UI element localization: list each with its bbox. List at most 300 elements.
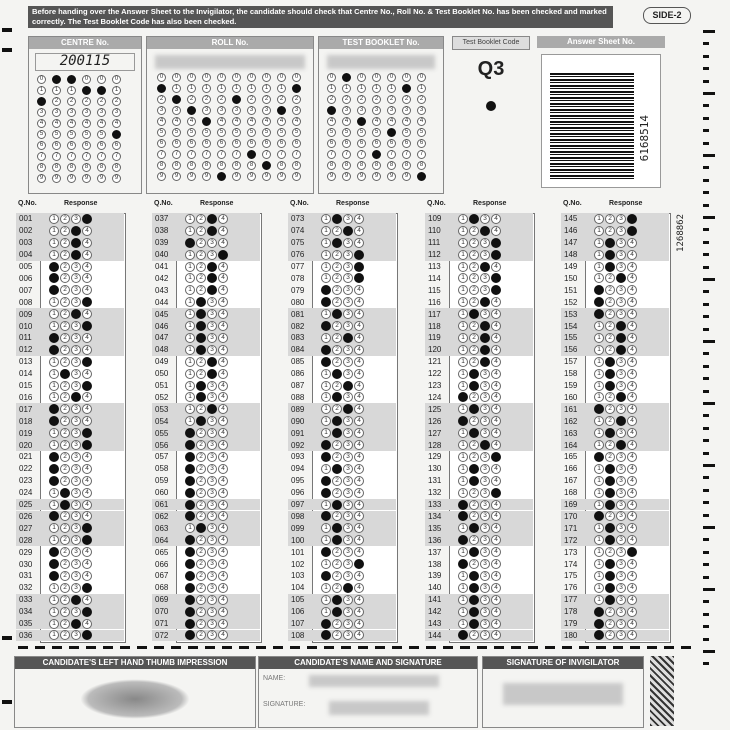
- option-bubble[interactable]: 1: [185, 571, 195, 581]
- option-bubble[interactable]: 1: [185, 619, 195, 629]
- option-bubble[interactable]: 1: [49, 571, 59, 581]
- option-bubble[interactable]: 1: [49, 630, 59, 640]
- option-bubble[interactable]: 2: [60, 345, 70, 355]
- option-bubble[interactable]: 4: [354, 428, 364, 438]
- option-bubble[interactable]: 2: [196, 595, 206, 605]
- option-bubble[interactable]: 3: [71, 250, 81, 260]
- option-bubble[interactable]: 3: [616, 464, 626, 474]
- option-bubble[interactable]: 1: [185, 381, 195, 391]
- option-bubble[interactable]: 4: [354, 297, 364, 307]
- option-bubble[interactable]: 1: [185, 238, 195, 248]
- option-bubble[interactable]: 3: [616, 297, 626, 307]
- option-bubble[interactable]: 2: [196, 559, 206, 569]
- option-bubble[interactable]: 3: [71, 595, 81, 605]
- option-bubble[interactable]: 4: [354, 404, 364, 414]
- option-bubble[interactable]: 1: [49, 428, 59, 438]
- option-bubble[interactable]: 2: [196, 273, 206, 283]
- option-bubble[interactable]: 4: [82, 250, 92, 260]
- option-bubble[interactable]: 2: [60, 262, 70, 272]
- option-bubble[interactable]: 3: [207, 369, 217, 379]
- option-bubble[interactable]: 4: [491, 559, 501, 569]
- option-bubble[interactable]: 2: [60, 250, 70, 260]
- option-bubble[interactable]: 1: [321, 547, 331, 557]
- option-bubble[interactable]: 4: [354, 321, 364, 331]
- option-bubble[interactable]: 2: [469, 488, 479, 498]
- option-bubble[interactable]: 2: [60, 488, 70, 498]
- option-bubble[interactable]: 2: [196, 369, 206, 379]
- option-bubble[interactable]: 2: [196, 547, 206, 557]
- option-bubble[interactable]: 3: [343, 571, 353, 581]
- option-bubble[interactable]: 1: [185, 357, 195, 367]
- option-bubble[interactable]: 4: [82, 500, 92, 510]
- option-bubble[interactable]: 2: [60, 440, 70, 450]
- option-bubble[interactable]: 2: [605, 511, 615, 521]
- option-bubble[interactable]: 3: [480, 607, 490, 617]
- option-bubble[interactable]: 2: [60, 416, 70, 426]
- option-bubble[interactable]: 1: [49, 500, 59, 510]
- option-bubble[interactable]: 4: [491, 238, 501, 248]
- option-bubble[interactable]: 2: [196, 262, 206, 272]
- option-bubble[interactable]: 3: [71, 333, 81, 343]
- option-bubble[interactable]: 2: [60, 309, 70, 319]
- option-bubble[interactable]: 2: [469, 369, 479, 379]
- option-bubble[interactable]: 2: [469, 285, 479, 295]
- option-bubble[interactable]: 3: [207, 535, 217, 545]
- option-bubble[interactable]: 1: [594, 559, 604, 569]
- option-bubble[interactable]: 4: [627, 571, 637, 581]
- option-bubble[interactable]: 3: [616, 345, 626, 355]
- option-bubble[interactable]: 4: [627, 345, 637, 355]
- option-bubble[interactable]: 4: [491, 214, 501, 224]
- option-bubble[interactable]: 3: [480, 285, 490, 295]
- option-bubble[interactable]: 1: [321, 535, 331, 545]
- option-bubble[interactable]: 4: [627, 440, 637, 450]
- option-bubble[interactable]: 2: [605, 357, 615, 367]
- option-bubble[interactable]: 1: [594, 262, 604, 272]
- option-bubble[interactable]: 1: [185, 297, 195, 307]
- option-bubble[interactable]: 2: [332, 238, 342, 248]
- option-bubble[interactable]: 4: [354, 488, 364, 498]
- option-bubble[interactable]: 4: [82, 619, 92, 629]
- option-bubble[interactable]: 2: [605, 226, 615, 236]
- option-bubble[interactable]: 2: [605, 214, 615, 224]
- option-bubble[interactable]: 4: [354, 559, 364, 569]
- option-bubble[interactable]: 4: [82, 511, 92, 521]
- option-bubble[interactable]: 4: [354, 369, 364, 379]
- option-bubble[interactable]: 1: [458, 262, 468, 272]
- option-bubble[interactable]: 3: [616, 214, 626, 224]
- option-bubble[interactable]: 4: [354, 511, 364, 521]
- option-bubble[interactable]: 4: [627, 452, 637, 462]
- option-bubble[interactable]: 4: [627, 214, 637, 224]
- option-bubble[interactable]: 2: [196, 333, 206, 343]
- option-bubble[interactable]: 4: [491, 607, 501, 617]
- option-bubble[interactable]: 1: [185, 630, 195, 640]
- option-bubble[interactable]: 1: [594, 250, 604, 260]
- option-bubble[interactable]: 2: [605, 392, 615, 402]
- option-bubble[interactable]: 1: [594, 476, 604, 486]
- option-bubble[interactable]: 1: [594, 583, 604, 593]
- option-bubble[interactable]: 4: [82, 559, 92, 569]
- option-bubble[interactable]: 3: [71, 226, 81, 236]
- option-bubble[interactable]: 1: [185, 500, 195, 510]
- option-bubble[interactable]: 4: [627, 547, 637, 557]
- option-bubble[interactable]: 1: [185, 476, 195, 486]
- option-bubble[interactable]: 4: [354, 333, 364, 343]
- option-bubble[interactable]: 1: [185, 309, 195, 319]
- option-bubble[interactable]: 4: [491, 381, 501, 391]
- option-bubble[interactable]: 4: [354, 571, 364, 581]
- option-bubble[interactable]: 1: [321, 440, 331, 450]
- option-bubble[interactable]: 2: [332, 619, 342, 629]
- option-bubble[interactable]: 1: [594, 238, 604, 248]
- option-bubble[interactable]: 3: [480, 404, 490, 414]
- option-bubble[interactable]: 4: [82, 595, 92, 605]
- option-bubble[interactable]: 2: [60, 607, 70, 617]
- option-bubble[interactable]: 2: [60, 523, 70, 533]
- option-bubble[interactable]: 1: [458, 488, 468, 498]
- option-bubble[interactable]: 4: [218, 535, 228, 545]
- option-bubble[interactable]: 2: [469, 309, 479, 319]
- option-bubble[interactable]: 2: [60, 583, 70, 593]
- option-bubble[interactable]: 3: [207, 238, 217, 248]
- option-bubble[interactable]: 4: [218, 500, 228, 510]
- option-bubble[interactable]: 1: [49, 285, 59, 295]
- option-bubble[interactable]: 1: [458, 392, 468, 402]
- option-bubble[interactable]: 3: [616, 273, 626, 283]
- option-bubble[interactable]: 3: [480, 535, 490, 545]
- option-bubble[interactable]: 2: [60, 333, 70, 343]
- option-bubble[interactable]: 2: [469, 452, 479, 462]
- option-bubble[interactable]: 4: [491, 428, 501, 438]
- option-bubble[interactable]: 1: [321, 333, 331, 343]
- option-bubble[interactable]: 4: [354, 619, 364, 629]
- option-bubble[interactable]: 3: [207, 392, 217, 402]
- option-bubble[interactable]: 1: [594, 464, 604, 474]
- option-bubble[interactable]: 4: [218, 321, 228, 331]
- option-bubble[interactable]: 3: [71, 428, 81, 438]
- option-bubble[interactable]: 4: [491, 285, 501, 295]
- option-bubble[interactable]: 3: [343, 321, 353, 331]
- option-bubble[interactable]: 1: [458, 250, 468, 260]
- option-bubble[interactable]: 3: [480, 476, 490, 486]
- option-bubble[interactable]: 3: [71, 571, 81, 581]
- option-bubble[interactable]: 2: [196, 440, 206, 450]
- option-bubble[interactable]: 4: [354, 523, 364, 533]
- option-bubble[interactable]: 2: [605, 476, 615, 486]
- option-bubble[interactable]: 4: [627, 297, 637, 307]
- option-bubble[interactable]: 4: [491, 404, 501, 414]
- option-bubble[interactable]: 4: [627, 583, 637, 593]
- option-bubble[interactable]: 2: [196, 345, 206, 355]
- option-bubble[interactable]: 4: [354, 452, 364, 462]
- option-bubble[interactable]: 4: [627, 321, 637, 331]
- option-bubble[interactable]: 1: [321, 369, 331, 379]
- option-bubble[interactable]: 3: [480, 428, 490, 438]
- option-bubble[interactable]: 4: [218, 476, 228, 486]
- option-bubble[interactable]: 2: [332, 523, 342, 533]
- option-bubble[interactable]: 4: [627, 559, 637, 569]
- option-bubble[interactable]: 1: [594, 607, 604, 617]
- option-bubble[interactable]: 4: [491, 595, 501, 605]
- option-bubble[interactable]: 2: [469, 464, 479, 474]
- option-bubble[interactable]: 4: [627, 607, 637, 617]
- option-bubble[interactable]: 4: [627, 619, 637, 629]
- option-bubble[interactable]: 1: [321, 238, 331, 248]
- option-bubble[interactable]: 3: [207, 452, 217, 462]
- option-bubble[interactable]: 4: [354, 250, 364, 260]
- option-bubble[interactable]: 3: [480, 345, 490, 355]
- option-bubble[interactable]: 3: [343, 262, 353, 272]
- option-bubble[interactable]: 2: [60, 226, 70, 236]
- option-bubble[interactable]: 2: [60, 381, 70, 391]
- option-bubble[interactable]: 2: [469, 250, 479, 260]
- option-bubble[interactable]: 3: [343, 511, 353, 521]
- option-bubble[interactable]: 4: [627, 511, 637, 521]
- option-bubble[interactable]: 1: [185, 452, 195, 462]
- option-bubble[interactable]: 1: [49, 345, 59, 355]
- option-bubble[interactable]: 1: [49, 273, 59, 283]
- option-bubble[interactable]: 1: [49, 357, 59, 367]
- option-bubble[interactable]: 2: [196, 238, 206, 248]
- option-bubble[interactable]: 1: [594, 428, 604, 438]
- option-bubble[interactable]: 3: [343, 500, 353, 510]
- option-bubble[interactable]: 4: [491, 440, 501, 450]
- option-bubble[interactable]: 4: [82, 416, 92, 426]
- option-bubble[interactable]: 4: [82, 440, 92, 450]
- option-bubble[interactable]: 1: [185, 488, 195, 498]
- option-bubble[interactable]: 2: [332, 464, 342, 474]
- option-bubble[interactable]: 4: [218, 464, 228, 474]
- option-bubble[interactable]: 4: [627, 595, 637, 605]
- option-bubble[interactable]: 1: [321, 214, 331, 224]
- option-bubble[interactable]: 2: [332, 440, 342, 450]
- option-bubble[interactable]: 1: [458, 357, 468, 367]
- option-bubble[interactable]: 3: [71, 262, 81, 272]
- option-bubble[interactable]: 2: [469, 500, 479, 510]
- option-bubble[interactable]: 4: [82, 583, 92, 593]
- option-bubble[interactable]: 4: [354, 262, 364, 272]
- option-bubble[interactable]: 4: [354, 607, 364, 617]
- option-bubble[interactable]: 3: [616, 416, 626, 426]
- option-bubble[interactable]: 1: [49, 523, 59, 533]
- option-bubble[interactable]: 3: [207, 357, 217, 367]
- option-bubble[interactable]: 2: [469, 273, 479, 283]
- option-bubble[interactable]: 4: [218, 238, 228, 248]
- option-bubble[interactable]: 3: [343, 476, 353, 486]
- option-bubble[interactable]: 1: [185, 345, 195, 355]
- option-bubble[interactable]: 4: [491, 630, 501, 640]
- option-bubble[interactable]: 1: [185, 285, 195, 295]
- option-bubble[interactable]: 4: [627, 226, 637, 236]
- option-bubble[interactable]: 4: [627, 381, 637, 391]
- option-bubble[interactable]: 2: [332, 369, 342, 379]
- option-bubble[interactable]: 1: [458, 381, 468, 391]
- option-bubble[interactable]: 3: [71, 285, 81, 295]
- option-bubble[interactable]: 4: [491, 321, 501, 331]
- option-bubble[interactable]: 2: [605, 535, 615, 545]
- option-bubble[interactable]: 1: [594, 523, 604, 533]
- option-bubble[interactable]: 3: [616, 571, 626, 581]
- option-bubble[interactable]: 4: [491, 273, 501, 283]
- option-bubble[interactable]: 2: [605, 500, 615, 510]
- option-bubble[interactable]: 2: [605, 583, 615, 593]
- option-bubble[interactable]: 1: [185, 369, 195, 379]
- option-bubble[interactable]: 3: [343, 547, 353, 557]
- option-bubble[interactable]: 4: [218, 511, 228, 521]
- option-bubble[interactable]: 2: [196, 619, 206, 629]
- option-bubble[interactable]: 1: [458, 511, 468, 521]
- option-bubble[interactable]: 3: [343, 285, 353, 295]
- option-bubble[interactable]: 3: [480, 523, 490, 533]
- option-bubble[interactable]: 4: [82, 476, 92, 486]
- option-bubble[interactable]: 1: [594, 452, 604, 462]
- option-bubble[interactable]: 4: [627, 416, 637, 426]
- option-bubble[interactable]: 3: [480, 511, 490, 521]
- option-bubble[interactable]: 1: [49, 547, 59, 557]
- option-bubble[interactable]: 2: [196, 392, 206, 402]
- option-bubble[interactable]: 3: [207, 630, 217, 640]
- option-bubble[interactable]: 3: [343, 273, 353, 283]
- option-bubble[interactable]: 3: [480, 464, 490, 474]
- option-bubble[interactable]: 1: [321, 630, 331, 640]
- option-bubble[interactable]: 2: [605, 464, 615, 474]
- option-bubble[interactable]: 3: [480, 619, 490, 629]
- option-bubble[interactable]: 1: [185, 607, 195, 617]
- option-bubble[interactable]: 3: [616, 321, 626, 331]
- option-bubble[interactable]: 1: [321, 511, 331, 521]
- option-bubble[interactable]: 4: [354, 285, 364, 295]
- option-bubble[interactable]: 1: [185, 428, 195, 438]
- option-bubble[interactable]: 2: [605, 404, 615, 414]
- option-bubble[interactable]: 4: [82, 464, 92, 474]
- option-bubble[interactable]: 1: [458, 238, 468, 248]
- option-bubble[interactable]: 3: [343, 392, 353, 402]
- option-bubble[interactable]: 3: [71, 440, 81, 450]
- option-bubble[interactable]: 4: [491, 226, 501, 236]
- option-bubble[interactable]: 1: [321, 345, 331, 355]
- option-bubble[interactable]: 2: [60, 214, 70, 224]
- option-bubble[interactable]: 3: [71, 369, 81, 379]
- option-bubble[interactable]: 1: [458, 559, 468, 569]
- option-bubble[interactable]: 1: [321, 619, 331, 629]
- option-bubble[interactable]: 4: [82, 345, 92, 355]
- option-bubble[interactable]: 1: [185, 392, 195, 402]
- option-bubble[interactable]: 1: [185, 226, 195, 236]
- option-bubble[interactable]: 4: [491, 250, 501, 260]
- option-bubble[interactable]: 2: [196, 571, 206, 581]
- option-bubble[interactable]: 1: [594, 214, 604, 224]
- option-bubble[interactable]: 1: [49, 309, 59, 319]
- option-bubble[interactable]: 1: [49, 392, 59, 402]
- option-bubble[interactable]: 3: [480, 559, 490, 569]
- option-bubble[interactable]: 2: [332, 595, 342, 605]
- option-bubble[interactable]: 3: [71, 464, 81, 474]
- option-bubble[interactable]: 2: [332, 404, 342, 414]
- option-bubble[interactable]: 1: [594, 488, 604, 498]
- option-bubble[interactable]: 3: [71, 523, 81, 533]
- option-bubble[interactable]: 3: [71, 238, 81, 248]
- option-bubble[interactable]: 4: [354, 583, 364, 593]
- option-bubble[interactable]: 2: [332, 416, 342, 426]
- option-bubble[interactable]: 1: [185, 511, 195, 521]
- option-bubble[interactable]: 3: [480, 630, 490, 640]
- option-bubble[interactable]: 2: [605, 297, 615, 307]
- option-bubble[interactable]: 1: [49, 595, 59, 605]
- option-bubble[interactable]: 1: [594, 535, 604, 545]
- option-bubble[interactable]: 3: [616, 476, 626, 486]
- option-bubble[interactable]: 4: [627, 285, 637, 295]
- option-bubble[interactable]: 2: [605, 630, 615, 640]
- option-bubble[interactable]: 2: [332, 285, 342, 295]
- option-bubble[interactable]: 4: [491, 345, 501, 355]
- option-bubble[interactable]: 1: [321, 297, 331, 307]
- option-bubble[interactable]: 1: [594, 619, 604, 629]
- option-bubble[interactable]: 2: [605, 619, 615, 629]
- option-bubble[interactable]: 4: [82, 488, 92, 498]
- option-bubble[interactable]: 4: [627, 630, 637, 640]
- option-bubble[interactable]: 3: [480, 440, 490, 450]
- option-bubble[interactable]: 4: [82, 321, 92, 331]
- option-bubble[interactable]: 3: [480, 369, 490, 379]
- option-bubble[interactable]: 4: [627, 428, 637, 438]
- option-bubble[interactable]: 2: [469, 440, 479, 450]
- option-bubble[interactable]: 4: [491, 262, 501, 272]
- option-bubble[interactable]: 2: [605, 595, 615, 605]
- option-bubble[interactable]: 3: [616, 452, 626, 462]
- option-bubble[interactable]: 1: [321, 583, 331, 593]
- option-bubble[interactable]: 2: [469, 476, 479, 486]
- option-bubble[interactable]: 1: [594, 297, 604, 307]
- option-bubble[interactable]: 1: [185, 523, 195, 533]
- option-bubble[interactable]: 2: [469, 416, 479, 426]
- option-bubble[interactable]: 1: [49, 583, 59, 593]
- option-bubble[interactable]: 2: [469, 535, 479, 545]
- option-bubble[interactable]: 2: [60, 619, 70, 629]
- option-bubble[interactable]: 2: [332, 488, 342, 498]
- option-bubble[interactable]: 4: [218, 607, 228, 617]
- option-bubble[interactable]: 2: [60, 476, 70, 486]
- option-bubble[interactable]: 3: [480, 333, 490, 343]
- option-bubble[interactable]: 4: [218, 571, 228, 581]
- option-bubble[interactable]: 4: [491, 464, 501, 474]
- option-bubble[interactable]: 4: [218, 381, 228, 391]
- option-bubble[interactable]: 1: [49, 214, 59, 224]
- option-bubble[interactable]: 2: [196, 452, 206, 462]
- option-bubble[interactable]: 3: [207, 250, 217, 260]
- option-bubble[interactable]: 4: [491, 452, 501, 462]
- option-bubble[interactable]: 3: [343, 404, 353, 414]
- option-bubble[interactable]: 3: [616, 488, 626, 498]
- option-bubble[interactable]: 2: [469, 607, 479, 617]
- option-bubble[interactable]: 2: [469, 571, 479, 581]
- option-bubble[interactable]: 2: [60, 630, 70, 640]
- option-bubble[interactable]: 4: [82, 428, 92, 438]
- option-bubble[interactable]: 4: [627, 309, 637, 319]
- option-bubble[interactable]: 3: [207, 607, 217, 617]
- option-bubble[interactable]: 1: [185, 440, 195, 450]
- option-bubble[interactable]: 4: [354, 595, 364, 605]
- option-bubble[interactable]: 2: [332, 428, 342, 438]
- option-bubble[interactable]: 3: [71, 214, 81, 224]
- option-bubble[interactable]: 1: [594, 630, 604, 640]
- option-bubble[interactable]: 4: [627, 273, 637, 283]
- option-bubble[interactable]: 3: [616, 369, 626, 379]
- option-bubble[interactable]: 4: [491, 535, 501, 545]
- option-bubble[interactable]: 1: [321, 488, 331, 498]
- option-bubble[interactable]: 3: [207, 285, 217, 295]
- option-bubble[interactable]: 4: [82, 607, 92, 617]
